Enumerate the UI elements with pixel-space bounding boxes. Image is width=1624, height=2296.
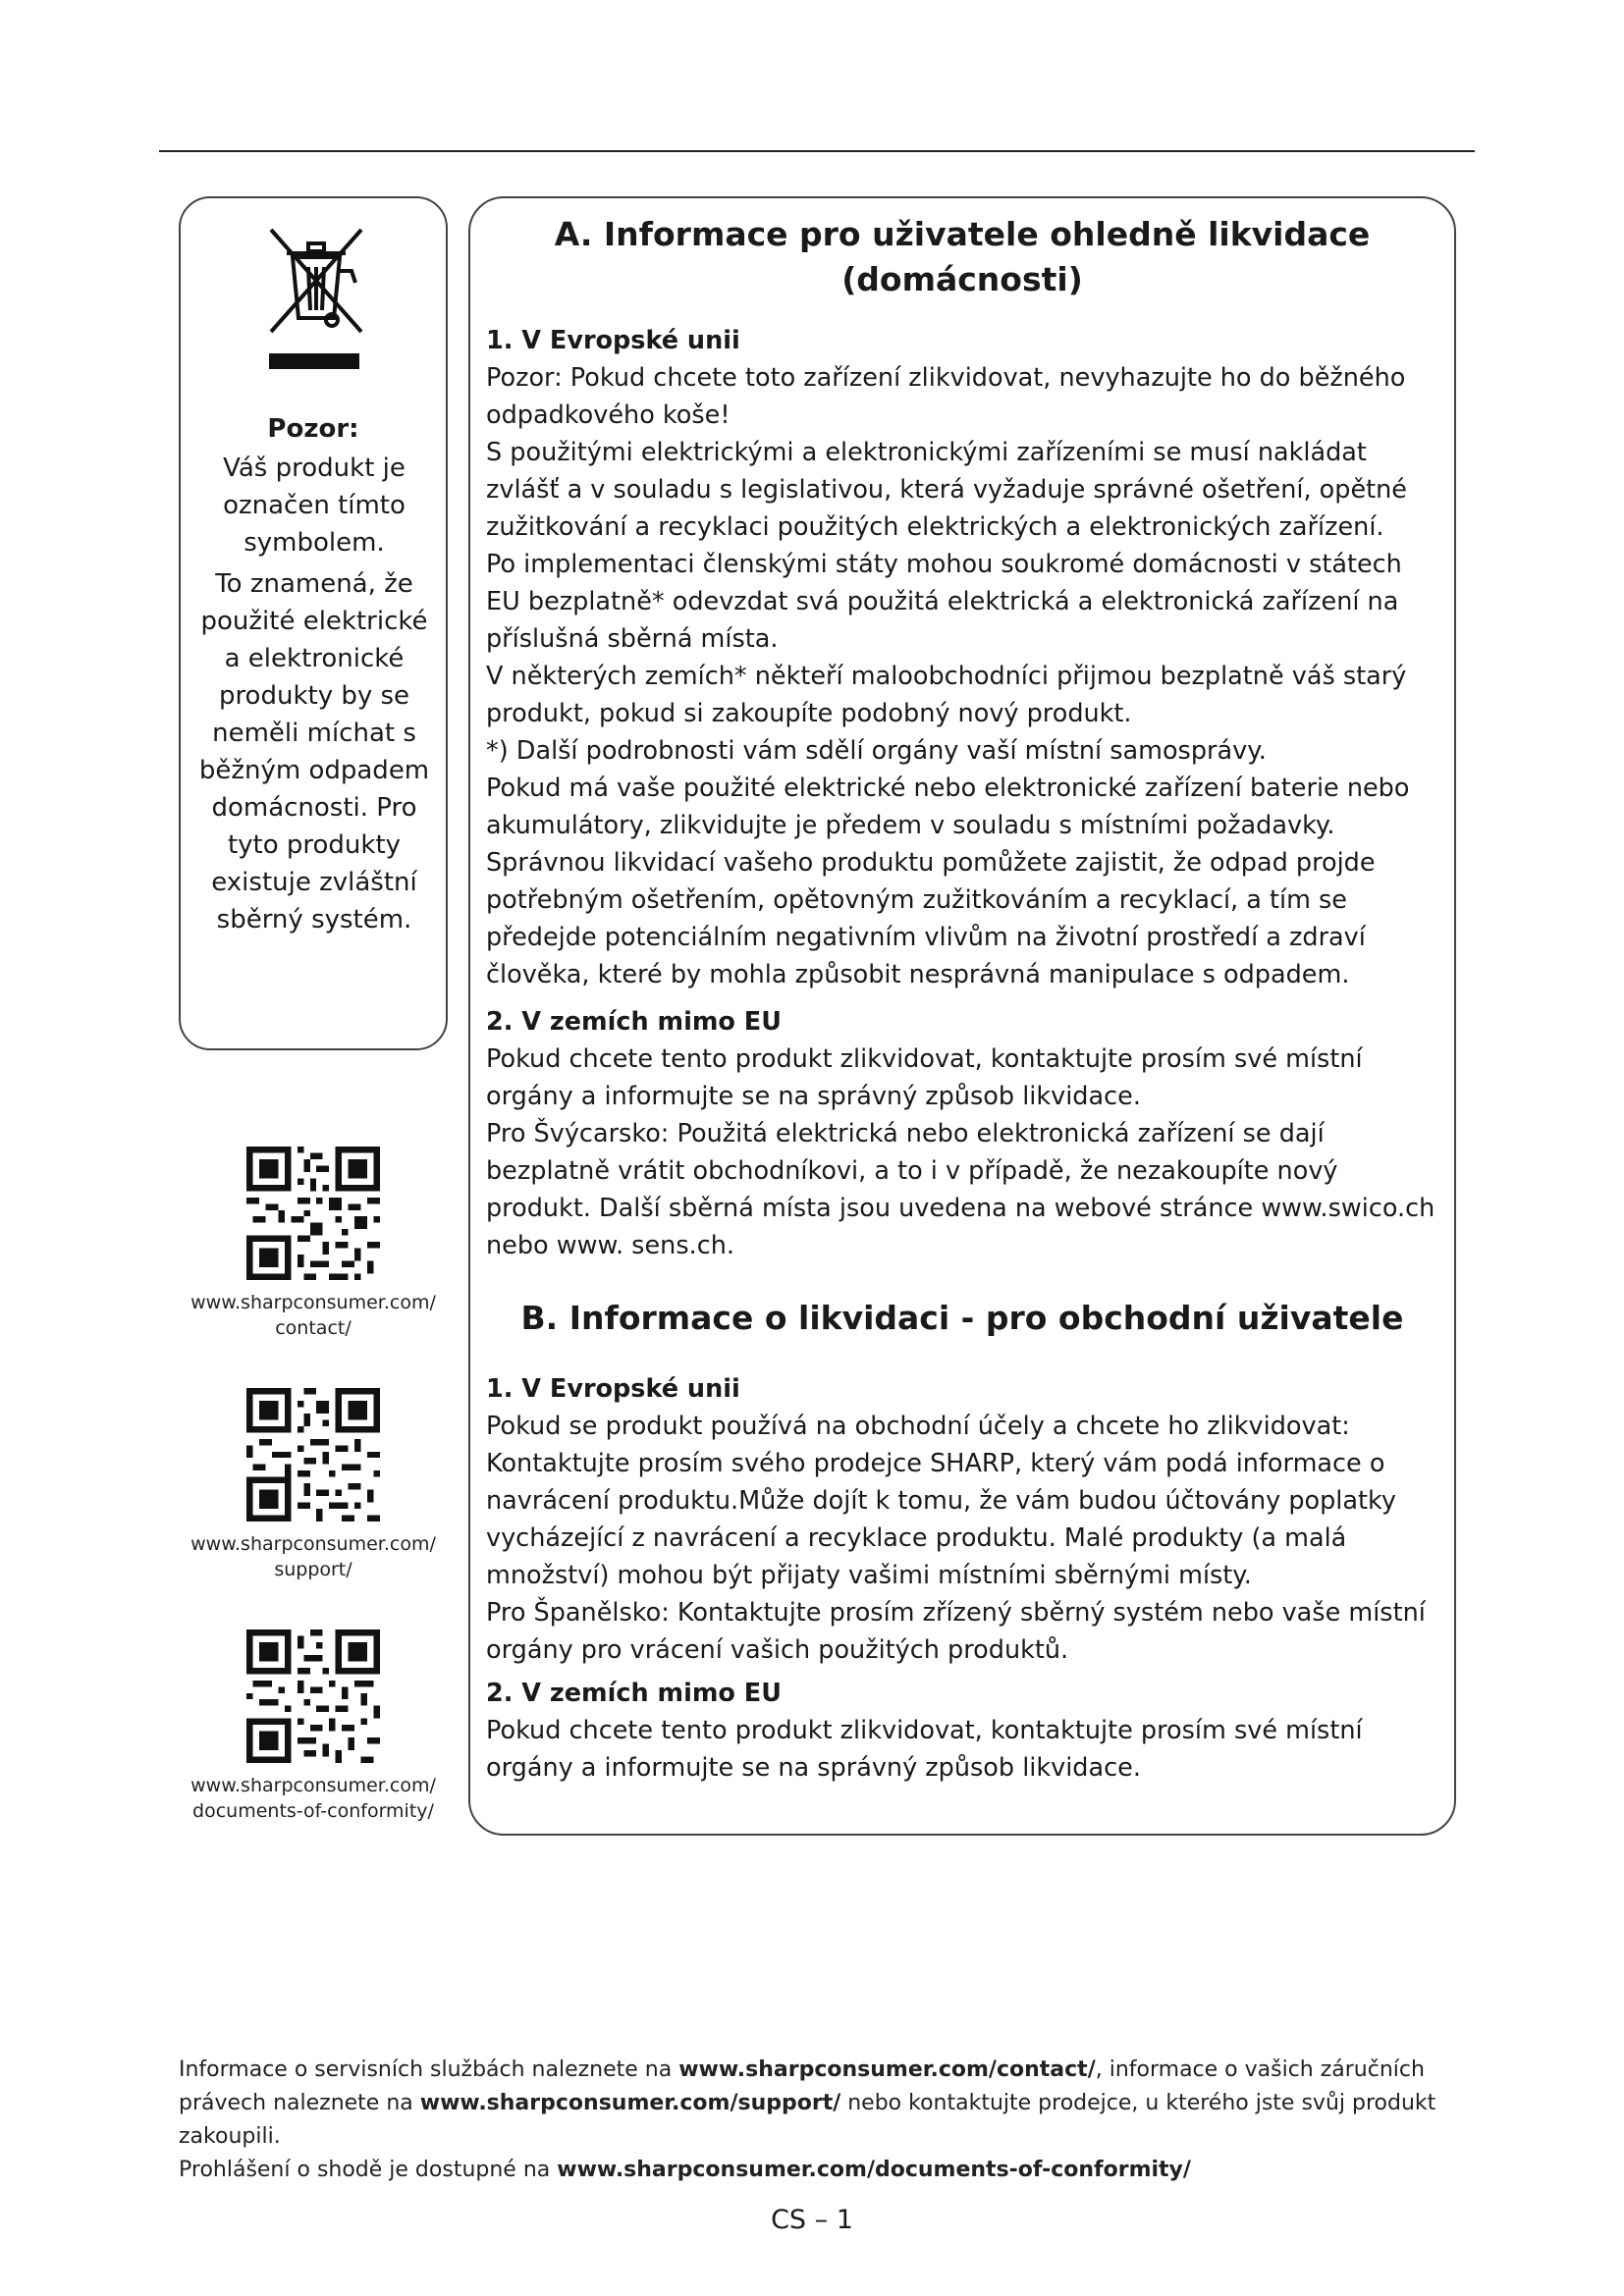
top-rule	[159, 150, 1475, 152]
weee-bar	[269, 353, 359, 369]
footer-text: Prohlášení o shodě je dostupné na	[179, 2158, 558, 2182]
support-link[interactable]: www.sharpconsumer.com/support/	[419, 2091, 841, 2115]
section-a-eu-p5: *) Další podrobnosti vám sdělí orgány vaší místní samosprávy.	[486, 736, 1267, 766]
section-b-non-eu-p1: Pokud chcete tento produkt zlikvidovat, kontaktujte prosím své místní orgány a informujte se na správný způsob likvidace.	[486, 1716, 1363, 1783]
footer-text: Informace o servisních službách naleznete na	[179, 2057, 679, 2082]
page-number: CS – 1	[771, 2205, 853, 2235]
section-a-non-eu-heading: 2. V zemích mimo EU	[486, 1007, 782, 1037]
footer-text: nebo kontaktujte prodejce, u kterého jste svůj produkt zakoupili.	[179, 2091, 1436, 2149]
disposal-info-box	[468, 196, 1456, 1836]
warning-title: Pozor:	[267, 414, 359, 444]
footer-conformity-info	[179, 2154, 1455, 2187]
qr-caption: www.sharpconsumer.com/ documents-of-conformity/	[190, 1775, 436, 1822]
qr-code-icon	[246, 1388, 380, 1522]
section-b-non-eu-heading: 2. V zemích mimo EU	[486, 1679, 782, 1708]
qr-caption: www.sharpconsumer.com/ contact/	[190, 1292, 436, 1339]
conformity-link[interactable]: www.sharpconsumer.com/documents-of-conformity/	[557, 2158, 1191, 2182]
qr-caption: www.sharpconsumer.com/ support/	[190, 1533, 436, 1580]
crossed-out-bin-icon	[263, 224, 369, 338]
warning-line-2: To znamená, že použité elektrické a elektronické produkty by se neměli míchat s běžným odpadem domácnosti. Pro tyto produkty existuje zvláštní sběrný systém.	[198, 569, 430, 934]
qr-contact	[179, 1147, 448, 1341]
warning-line-1: Váš produkt je označen tímto symbolem.	[223, 454, 406, 558]
section-a-eu-p1: Pozor: Pokud chcete toto zařízení zlikvidovat, nevyhazujte ho do běžného odpadkového koše!	[486, 363, 1406, 430]
section-a-eu-p2: S použitými elektrickými a elektronickými zařízeními se musí nakládat zvlášť a v souladu s legislativou, která vyžaduje správné ošetření, opětné zužitkování a recyklaci použitých elektrických a elektronických zařízení.	[486, 438, 1407, 542]
section-b-eu	[486, 1370, 1443, 1669]
weee-warning-box	[179, 196, 448, 1050]
section-a-eu-p4: V některých zemích* někteří maloobchodníci přijmou bezplatně váš starý produkt, pokud si zakoupíte podobný nový produkt.	[486, 662, 1407, 728]
section-a-eu-p7: Správnou likvidací vašeho produktu pomůžete zajistit, že odpad projde potřebným ošetřením, opětovným zužitkováním a recyklací, a tím se předejde potenciálním negativním vlivům na životní prostředí a zdraví člověka, které by mohla způsobit nesprávná manipulace s odpadem.	[486, 848, 1376, 989]
section-a-title	[470, 212, 1454, 302]
section-b-eu-p3: Pro Španělsko: Kontaktujte prosím zřízený sběrný systém nebo vaše místní orgány pro vrácení vašich použitých produktů.	[486, 1598, 1426, 1665]
section-b-eu-heading: 1. V Evropské unii	[486, 1374, 740, 1404]
section-a-non-eu	[486, 1003, 1443, 1264]
section-a-title-line2: (domácnosti)	[841, 260, 1083, 298]
section-a-non-eu-p2: Pro Švýcarsko: Použitá elektrická nebo elektronická zařízení se dají bezplatně vrátit obchodníkovi, a to i v případě, že nezakoupíte nový produkt. Další sběrná místa jsou uvedena na webové stránce www.swico.ch nebo www. sens.ch.	[486, 1119, 1435, 1260]
section-a-title-line1: A. Informace pro uživatele ohledně likvidace	[554, 215, 1371, 253]
qr-code-icon	[246, 1147, 380, 1280]
section-b-eu-p2: Kontaktujte prosím svého prodejce SHARP, který vám podá informace o navrácení produktu.Může dojít k tomu, že vám budou účtovány poplatky vycházející z navrácení a recyklace produktu. Malé produkty (a malá množství) mohou být přijaty vašimi místními sběrnými místy.	[486, 1449, 1396, 1590]
section-a-non-eu-p1: Pokud chcete tento produkt zlikvidovat, kontaktujte prosím své místní orgány a informujte se na správný způsob likvidace.	[486, 1044, 1363, 1111]
section-b-title: B. Informace o likvidaci - pro obchodní uživatele	[520, 1299, 1404, 1337]
section-a-eu-p3: Po implementaci členskými státy mohou soukromé domácnosti v státech EU bezplatně* odevzdat svá použitá elektrická a elektronická zařízení na příslušná sběrná místa.	[486, 550, 1402, 654]
section-a-eu	[486, 322, 1443, 993]
footer-note	[179, 2054, 1455, 2187]
warning-text	[194, 450, 434, 938]
section-b-eu-p1: Pokud se produkt používá na obchodní účely a chcete ho zlikvidovat:	[486, 1412, 1350, 1441]
qr-code-icon	[246, 1629, 380, 1763]
qr-conformity	[179, 1629, 448, 1824]
footer-text: , informace o vašich záručních právech naleznete na	[179, 2057, 1425, 2115]
contact-link[interactable]: www.sharpconsumer.com/contact/	[678, 2057, 1096, 2082]
section-a-eu-p6: Pokud má vaše použité elektrické nebo elektronické zařízení baterie nebo akumulátory, zlikvidujte je předem v souladu s místními požadavky.	[486, 774, 1410, 840]
footer-service-info	[179, 2054, 1455, 2154]
section-a-eu-heading: 1. V Evropské unii	[486, 326, 740, 355]
section-b-non-eu	[486, 1675, 1443, 1787]
qr-support	[179, 1388, 448, 1582]
